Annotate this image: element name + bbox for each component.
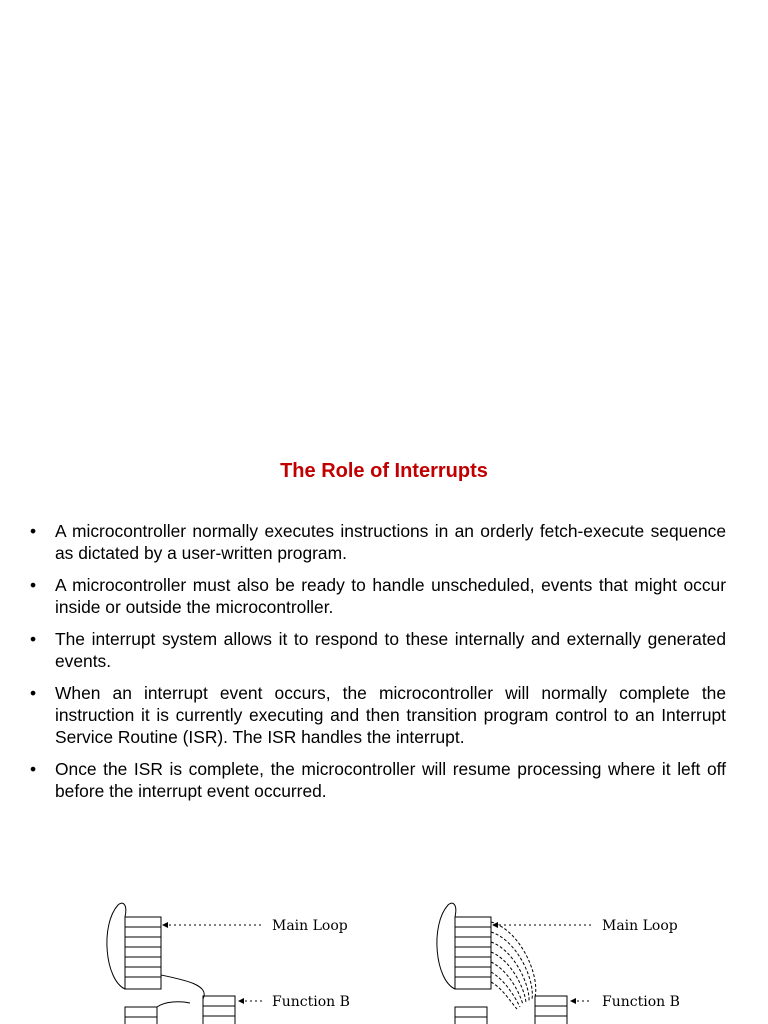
secondary-stack (125, 1007, 157, 1024)
main-loop-stack (455, 917, 491, 989)
bullet-list (30, 520, 726, 812)
arrow-head-icon (238, 998, 244, 1004)
bullet-item: • A microcontroller must also be ready to handle unscheduled, events that might occur inside or outside the microcontroller. (30, 574, 726, 618)
bullet-item: • A microcontroller normally executes instructions in an orderly fetch-execute sequence as dictated by a user-written program. (30, 520, 726, 564)
function-b-stack (203, 996, 235, 1024)
return-arrow (157, 1002, 190, 1007)
main-loop-stack (125, 917, 161, 989)
function-b-label: Function B (272, 994, 350, 1010)
loop-back-arrow (437, 903, 456, 989)
interrupt-paths (491, 922, 536, 1009)
function-b-label: Function B (602, 994, 680, 1010)
function-b-stack (535, 996, 567, 1024)
call-arrow (161, 975, 204, 999)
main-loop-label: Main Loop (272, 918, 348, 934)
left-flow-diagram (107, 903, 350, 1024)
arrow-head-icon (570, 998, 576, 1004)
main-loop-label: Main Loop (602, 918, 678, 934)
bullet-item: • When an interrupt event occurs, the microcontroller will normally complete the instruction it is currently executing and then transition program control to an Interrupt Service Routine (ISR). The ISR handles the interrupt. (30, 682, 726, 748)
loop-back-arrow (107, 903, 126, 989)
right-flow-diagram (437, 903, 680, 1024)
secondary-stack (455, 1007, 487, 1024)
program-flow-diagram (0, 885, 768, 1024)
bullet-item: • Once the ISR is complete, the microcontroller will resume processing where it left off before the interrupt event occurred. (30, 758, 726, 802)
bullet-item: • The interrupt system allows it to respond to these internally and externally generated events. (30, 628, 726, 672)
slide-title: The Role of Interrupts (280, 460, 488, 482)
arrow-head-icon (162, 922, 168, 928)
